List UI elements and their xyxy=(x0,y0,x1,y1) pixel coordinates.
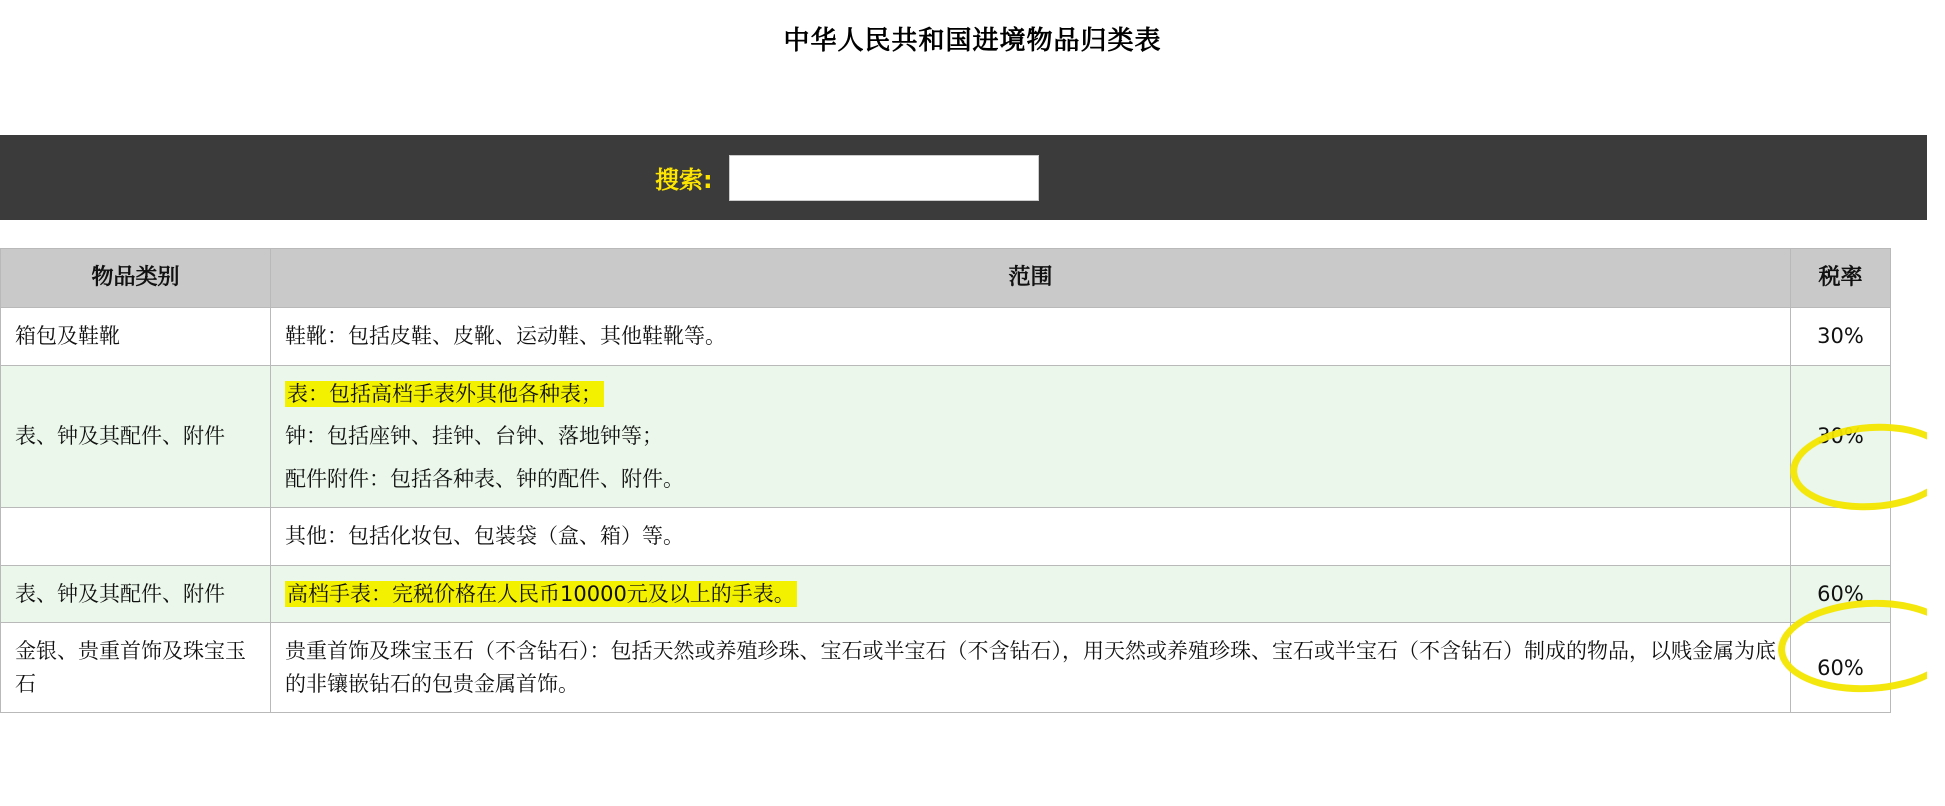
highlighted-text: 表：包括高档手表外其他各种表； xyxy=(287,381,602,406)
cell-scope xyxy=(271,508,1791,566)
cell-category: 表、钟及其配件、附件 xyxy=(1,565,271,623)
table-body xyxy=(1,308,1891,713)
scope-line: 配件附件：包括各种表、钟的配件、附件。 xyxy=(285,466,684,491)
classification-table xyxy=(0,248,1891,713)
scope-line: 钟：包括座钟、挂钟、台钟、落地钟等； xyxy=(285,424,663,449)
cell-rate: 60% xyxy=(1791,565,1891,623)
scope-line: 贵重首饰及珠宝玉石（不含钻石）：包括天然或养殖珍珠、宝石或半宝石（不含钻石），用天然或养殖珍珠、宝石或半宝石（不含钻石）制成的物品，以贱金属为底的非镶嵌钻石的包贵金属首饰。 xyxy=(285,639,1776,696)
scope-line xyxy=(285,578,1776,611)
cell-scope xyxy=(271,565,1791,623)
cell-scope xyxy=(271,308,1791,366)
table-row xyxy=(1,365,1891,508)
search-bar xyxy=(0,135,1945,220)
table-row xyxy=(1,508,1891,566)
search-input[interactable] xyxy=(729,155,1039,201)
table-row xyxy=(1,623,1891,713)
cell-rate: 60% xyxy=(1791,623,1891,713)
highlighted-text: 高档手表：完税价格在人民币10000元及以上的手表。 xyxy=(287,581,795,606)
title-bar xyxy=(0,0,1945,67)
cell-rate: 30% xyxy=(1791,308,1891,366)
table-row xyxy=(1,565,1891,623)
table-header xyxy=(1,249,1891,308)
cell-category: 箱包及鞋靴 xyxy=(1,308,271,366)
search-label: 搜索: xyxy=(655,166,713,194)
column-header-category: 物品类别 xyxy=(1,249,271,308)
page-title: 中华人民共和国进境物品归类表 xyxy=(783,26,1162,56)
cell-scope xyxy=(271,365,1791,508)
table-row xyxy=(1,308,1891,366)
classification-table-wrapper xyxy=(0,248,1890,713)
scope-line: 鞋靴：包括皮鞋、皮靴、运动鞋、其他鞋靴等。 xyxy=(285,324,726,349)
cell-rate: 30% xyxy=(1791,365,1891,508)
right-gutter xyxy=(1927,0,1945,806)
cell-category: 金银、贵重首饰及珠宝玉石 xyxy=(1,623,271,713)
cell-scope xyxy=(271,623,1791,713)
column-header-scope: 范围 xyxy=(271,249,1791,308)
scope-line xyxy=(285,378,1776,411)
cell-category: 表、钟及其配件、附件 xyxy=(1,365,271,508)
cell-rate xyxy=(1791,508,1891,566)
scope-line: 其他：包括化妆包、包装袋（盒、箱）等。 xyxy=(285,524,684,549)
search-group xyxy=(655,155,1039,201)
column-header-rate: 税率 xyxy=(1791,249,1891,308)
table-header-row xyxy=(1,249,1891,308)
cell-category xyxy=(1,508,271,566)
